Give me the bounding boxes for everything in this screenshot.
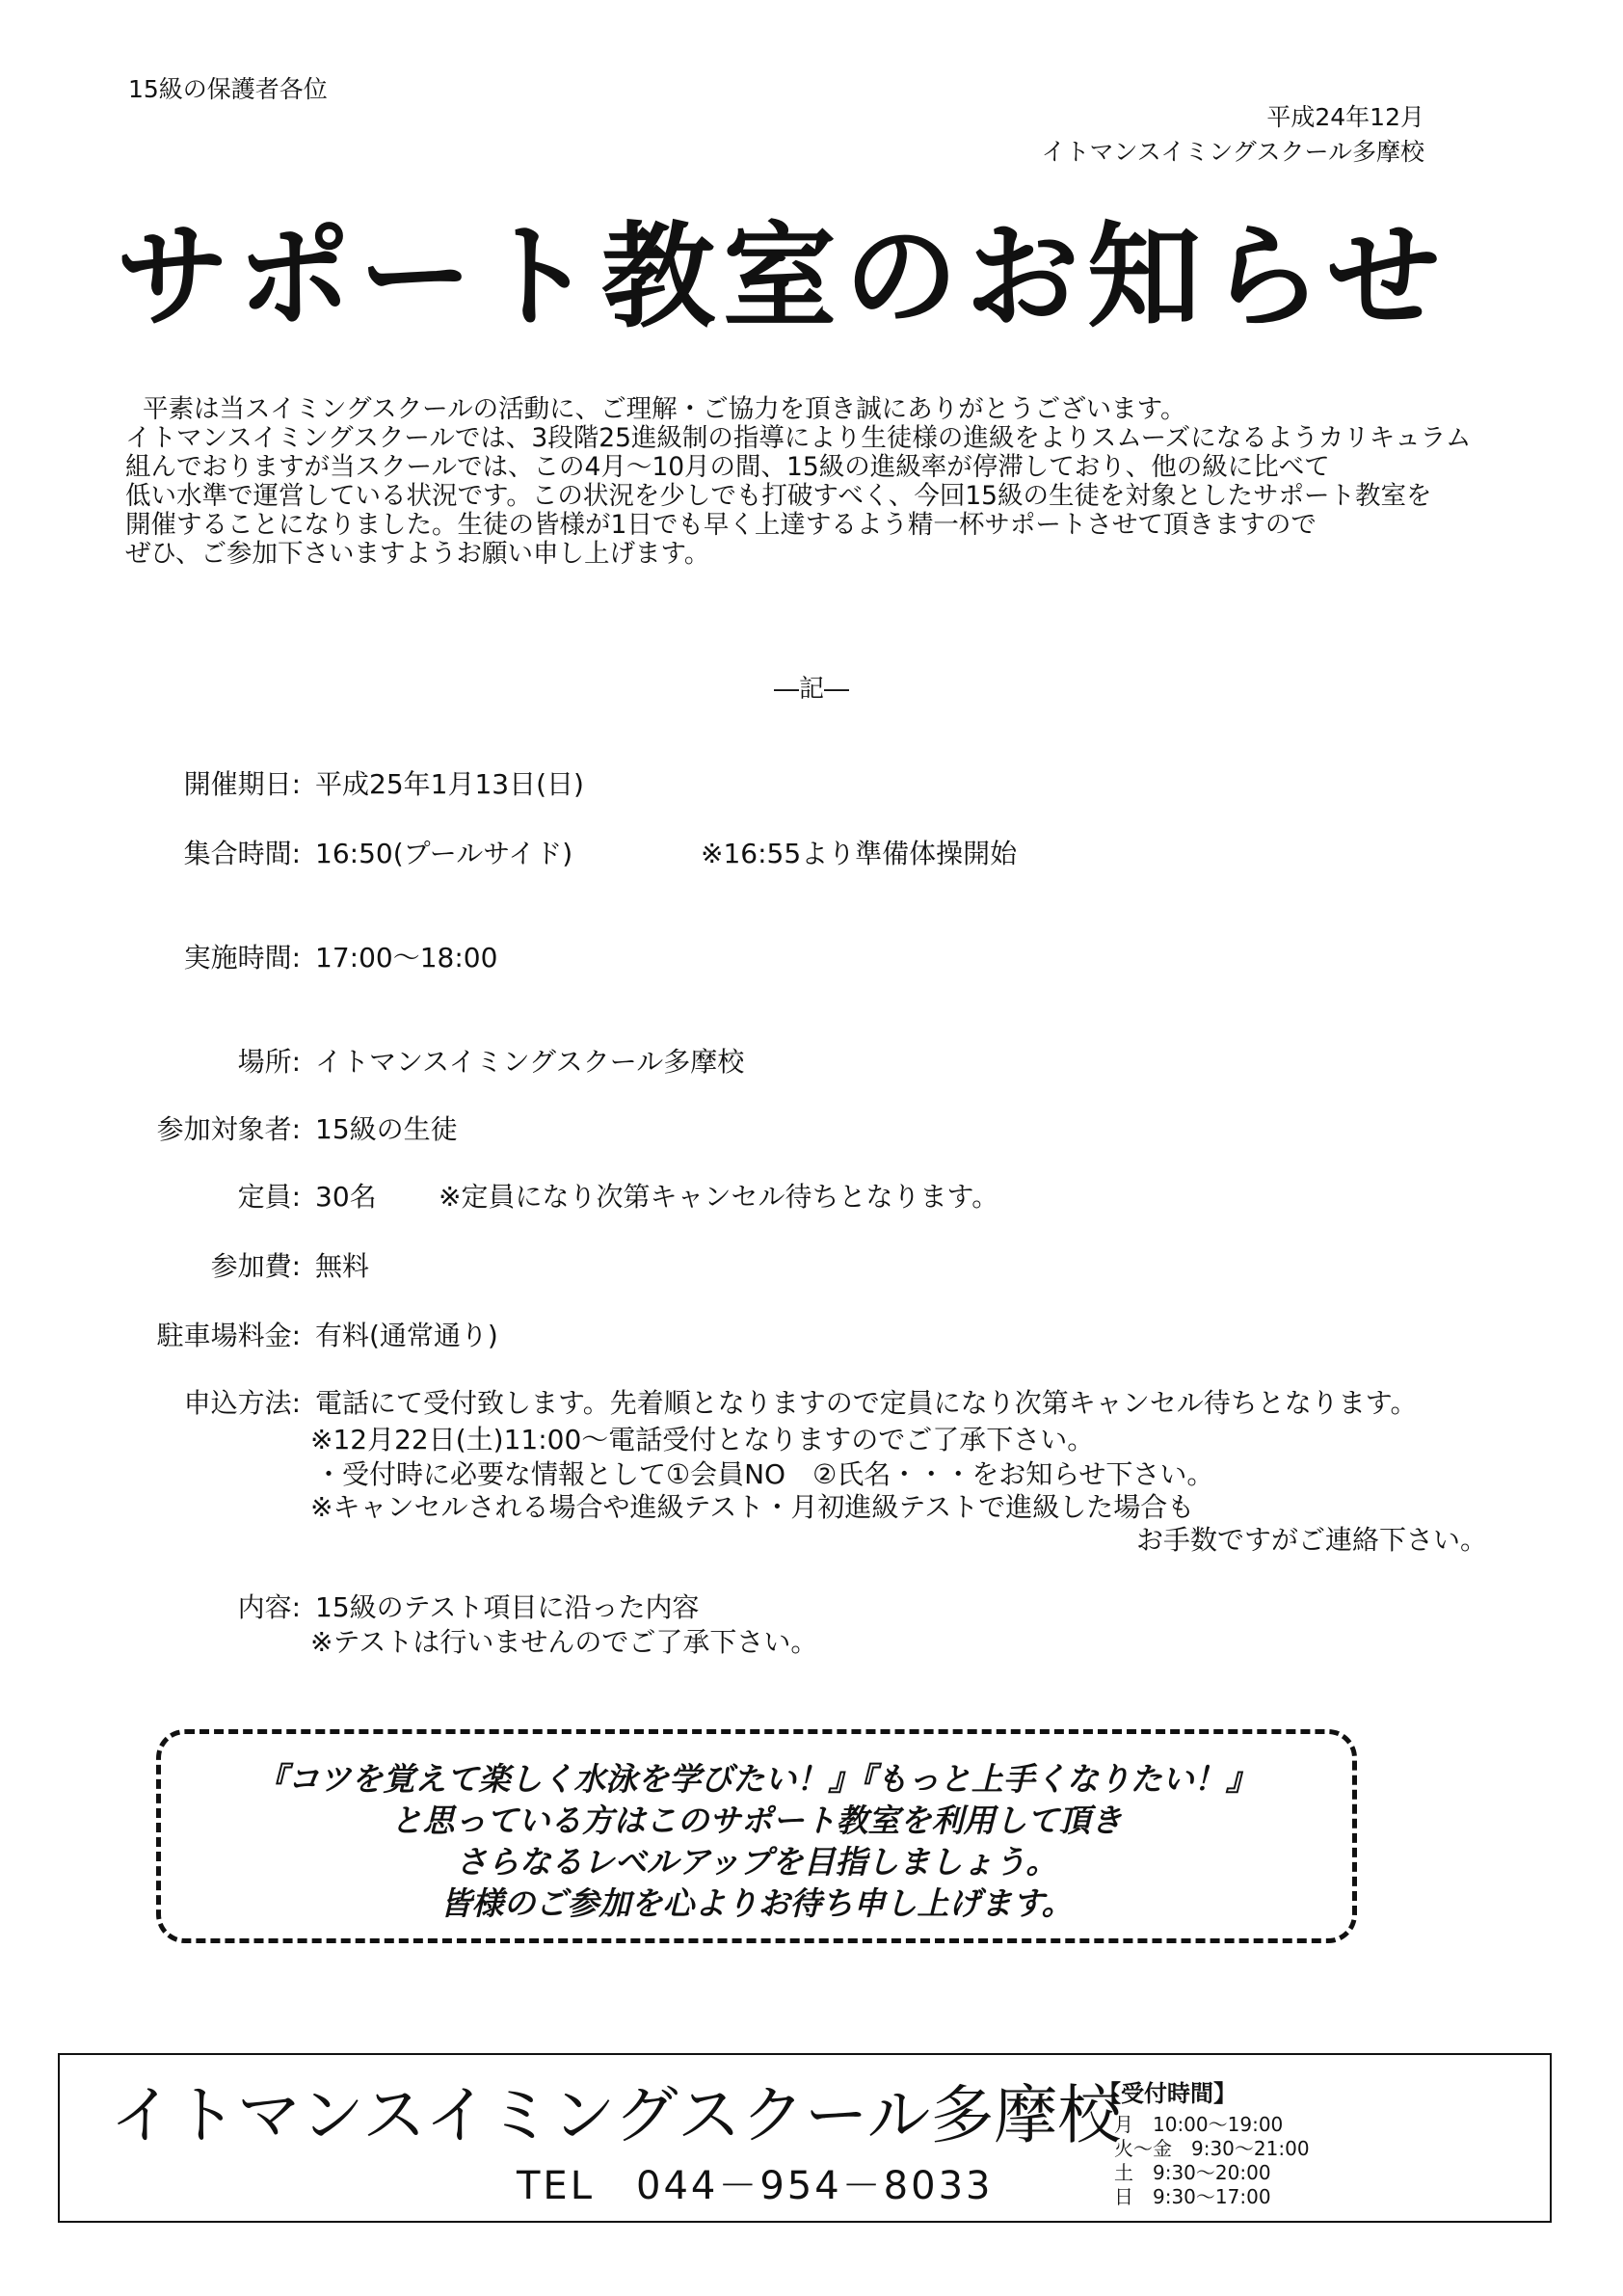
detail-note: ※16:55より準備体操開始 (701, 838, 1018, 869)
footer-school-name: イトマンスイミングスクール多摩校 (110, 2078, 1122, 2152)
intro-line: 低い水準で運営している状況です。この状況を少しでも打破すべく、今回15級の生徒を対象としたサポート教室を (125, 481, 1432, 511)
apply-line: ※12月22日(土)11:00～電話受付となりますのでご了承下さい。 (310, 1424, 1095, 1455)
hours-row: 火～金 9:30～21:00 (1114, 2137, 1310, 2160)
apply-line: ※キャンセルされる場合や進級テスト・月初進級テストで進級した場合も (310, 1491, 1195, 1523)
callout-message (156, 1758, 1357, 1924)
issue-date: 平成24年12月 (1266, 103, 1424, 131)
hours-row: 土 9:30～20:00 (1114, 2161, 1271, 2184)
intro-line: 開催することになりました。生徒の皆様が1日でも早く上達するよう精一杯サポートさせて頂きますので (125, 510, 1317, 540)
detail-label: 開催期日: (183, 768, 301, 800)
apply-line: ・受付時に必要な情報として①会員NO ②氏名・・・をお知らせ下さい。 (315, 1458, 1214, 1490)
detail-date (0, 763, 1623, 800)
footer-phone: TEL 044－954－8033 (517, 2164, 994, 2208)
hours-row: 日 9:30～17:00 (1114, 2185, 1271, 2208)
ki-heading: ―記― (773, 675, 849, 704)
detail-label: 実施時間: (183, 942, 301, 974)
detail-target (0, 1108, 1623, 1145)
callout-line: 皆様のご参加を心よりお待ち申し上げます。 (439, 1884, 1074, 1922)
detail-label: 定員: (237, 1181, 301, 1213)
callout-line: さらなるレベルアップを目指しましょう。 (455, 1843, 1058, 1881)
intro-paragraph (125, 395, 1532, 569)
school-name-header: イトマンスイミングスクール多摩校 (1041, 138, 1424, 166)
detail-value: イトマンスイミングスクール多摩校 (315, 1046, 745, 1078)
page-title: サポート教室のお知らせ (116, 209, 1449, 343)
detail-value: 16:50(プールサイド) (315, 838, 573, 869)
detail-content (0, 1587, 1623, 1623)
detail-apply (0, 1382, 1623, 1419)
detail-note: ※定員になり次第キャンセル待ちとなります。 (439, 1181, 999, 1213)
detail-value: 17:00～18:00 (315, 942, 498, 974)
detail-fee (0, 1245, 1623, 1282)
detail-value: 平成25年1月13日(日) (315, 768, 584, 800)
detail-value: 無料 (315, 1250, 370, 1282)
detail-assembly (0, 833, 1623, 869)
intro-line: 組んでおりますが当スクールでは、この4月～10月の間、15級の進級率が停滞しており、他の級に比べて (125, 452, 1330, 482)
detail-value: 15級の生徒 (315, 1113, 458, 1145)
callout-line: と思っている方はこのサポート教室を利用して頂き (390, 1802, 1123, 1839)
detail-capacity (0, 1176, 1623, 1213)
content-line: ※テストは行いませんのでご了承下さい。 (310, 1626, 818, 1658)
detail-time (0, 937, 1623, 974)
detail-value: 電話にて受付致します。先着順となりますので定員になり次第キャンセル待ちとなります。 (315, 1387, 1418, 1419)
detail-place (0, 1041, 1623, 1078)
hours-row: 月 10:00～19:00 (1114, 2113, 1284, 2136)
callout-line: 『コツを覚えて楽しく水泳を学びたい！』『もっと上手くなりたい！』 (255, 1760, 1258, 1798)
intro-line: ぜひ、ご参加下さいますようお願い申し上げます。 (125, 539, 710, 569)
detail-parking (0, 1315, 1623, 1351)
detail-label: 申込方法: (183, 1387, 301, 1419)
detail-label: 集合時間: (183, 838, 301, 869)
detail-value: 15級のテスト項目に沿った内容 (315, 1591, 700, 1623)
hours-title: 【受付時間】 (1098, 2080, 1237, 2107)
detail-label: 内容: (237, 1591, 301, 1623)
detail-label: 参加費: (210, 1250, 301, 1282)
detail-label: 場所: (237, 1046, 301, 1078)
detail-value: 有料(通常通り) (315, 1320, 498, 1351)
intro-line: 平素は当スイミングスクールの活動に、ご理解・ご協力を頂き誠にありがとうございます。 (143, 394, 1186, 424)
footer-box (58, 2053, 1552, 2223)
detail-label: 駐車場料金: (156, 1320, 301, 1351)
detail-label: 参加対象者: (156, 1113, 301, 1145)
addressee: 15級の保護者各位 (128, 75, 328, 103)
detail-value: 30名 (315, 1181, 377, 1213)
intro-line: イトマンスイミングスクールでは、3段階25進級制の指導により生徒様の進級をよりスムーズになるようカリキュラム (125, 423, 1472, 453)
apply-line: お手数ですがご連絡下さい。 (1135, 1524, 1487, 1556)
